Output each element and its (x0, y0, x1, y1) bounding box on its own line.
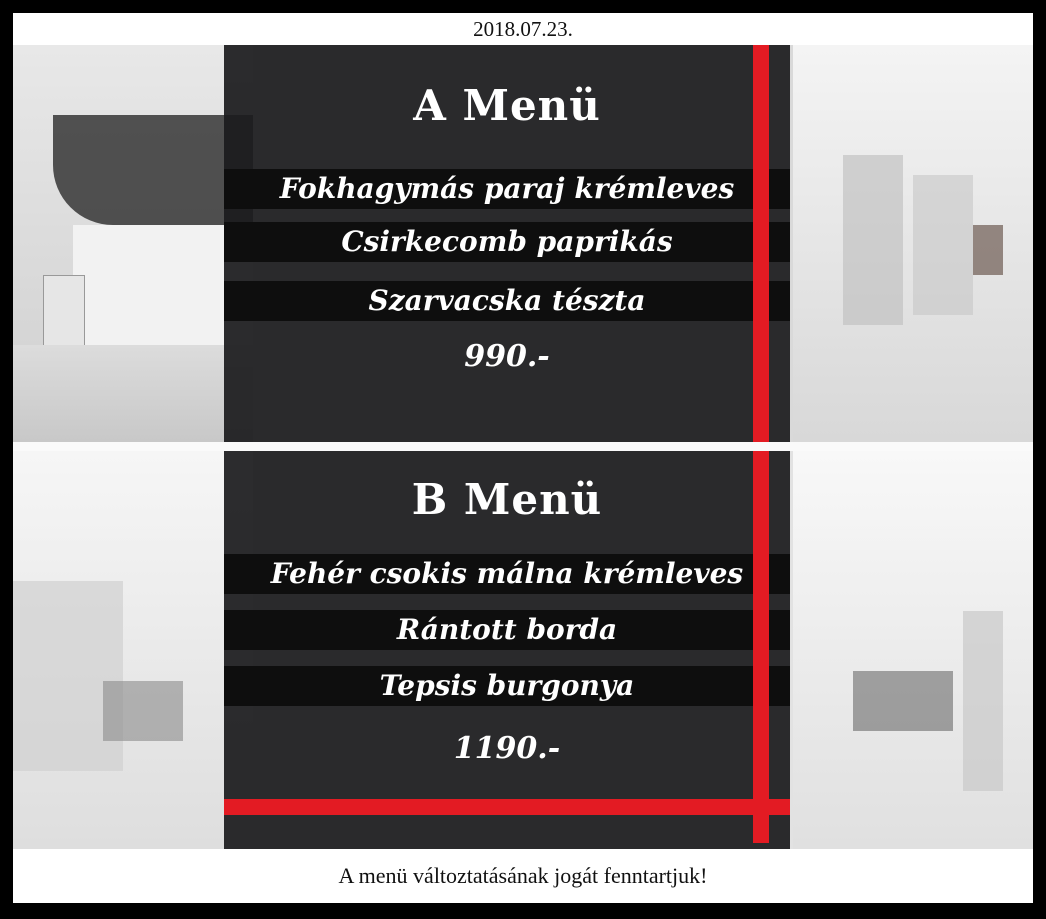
menu-a-dish-2: Csirkecomb paprikás (341, 225, 673, 258)
section-divider (13, 442, 1033, 451)
menu-a-title: A Menü (413, 81, 601, 130)
menu-board (13, 13, 1033, 903)
menu-b-dish-3: Tepsis burgonya (379, 669, 635, 702)
footer-note: A menü változtatásának jogát fenntartjuk! (338, 863, 708, 888)
red-accent-vertical-top (753, 45, 769, 442)
menu-a-dish-3: Szarvacska tészta (368, 284, 646, 317)
menu-b-dish-2: Rántott borda (396, 613, 618, 646)
menu-b-price: 1190.- (453, 731, 561, 766)
menu-b-dish-1: Fehér csokis málna krémleves (270, 557, 744, 590)
menu-date: 2018.07.23. (473, 17, 573, 41)
menu-a-dish-1: Fokhagymás paraj krémleves (279, 172, 735, 205)
red-accent-horizontal (224, 799, 790, 815)
red-accent-vertical-bottom (753, 451, 769, 843)
menu-a-price: 990.- (464, 339, 550, 374)
menu-b-title: B Menü (411, 475, 603, 524)
